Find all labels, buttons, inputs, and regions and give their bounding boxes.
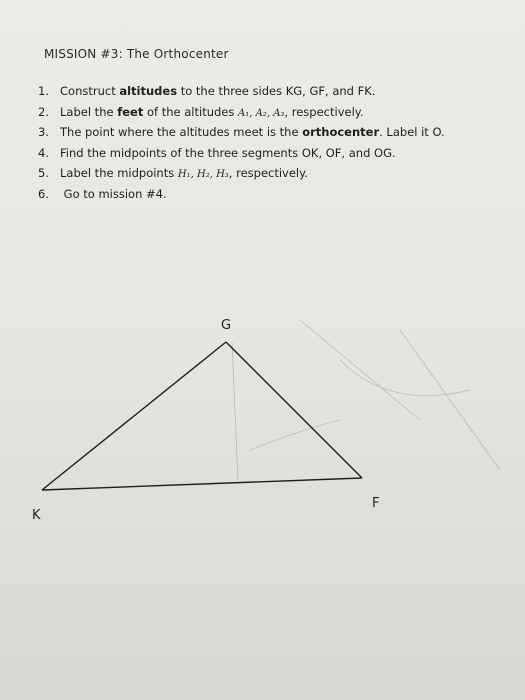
step-number: 3. [38, 125, 49, 139]
step-text: to the three sides KG, GF, and FK. [177, 84, 376, 98]
side-FK [42, 478, 362, 490]
step-text: The point where the altitudes meet is the [60, 125, 303, 139]
instruction-step-5 [38, 166, 445, 187]
step-number: 6. [38, 186, 49, 201]
altitude-feet-symbols: A₁, A₂, A₃ [238, 107, 285, 119]
step-bold-term: altitudes [119, 84, 178, 98]
step-bold-term: feet [117, 104, 144, 119]
step-number: 1. [38, 84, 49, 98]
pencil-altitude-line [232, 342, 238, 480]
instruction-step-6 [38, 187, 445, 208]
step-text: Go to mission #4. [60, 186, 167, 201]
instruction-step-2 [38, 105, 445, 126]
step-text: Label the midpoints [60, 166, 178, 180]
midpoint-symbols: H₁, H₂, H₃ [177, 169, 229, 180]
pencil-arc-line [250, 420, 340, 450]
triangle-diagram [0, 300, 525, 560]
pencil-construction-marks [232, 320, 500, 480]
side-KG [42, 342, 226, 490]
vertex-label-F: F [372, 496, 380, 511]
step-number: 2. [38, 104, 49, 119]
step-number: 4. [38, 145, 49, 160]
instruction-step-1 [38, 84, 445, 105]
step-text: Construct [60, 84, 120, 98]
instruction-step-4 [38, 146, 445, 167]
instruction-step-3 [38, 125, 445, 146]
step-text: , respectively. [228, 166, 308, 180]
pencil-arc-line [400, 330, 500, 470]
triangle-KGF [42, 342, 362, 490]
step-number: 5. [38, 166, 49, 180]
side-GF [226, 342, 362, 478]
instruction-list [38, 84, 445, 207]
mission-title: MISSION #3: The Orthocenter [44, 47, 229, 61]
step-bold-term: orthocenter [302, 125, 380, 139]
step-text: Label the [60, 104, 118, 119]
step-text: , respectively. [284, 104, 364, 119]
vertex-label-G: G [221, 318, 232, 333]
pencil-arc-line [300, 320, 420, 420]
pencil-arc-line [340, 360, 470, 396]
step-text: . Label it O. [379, 125, 445, 139]
step-text: Find the midpoints of the three segments OK, OF, and OG. [60, 145, 396, 160]
step-text: of the altitudes [143, 104, 239, 119]
vertex-label-K: K [32, 508, 41, 523]
